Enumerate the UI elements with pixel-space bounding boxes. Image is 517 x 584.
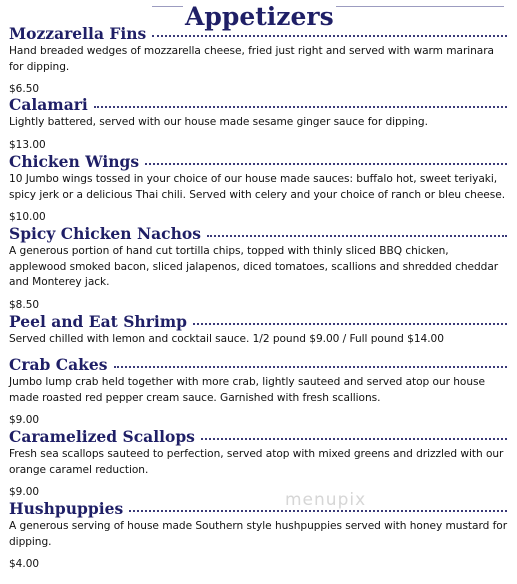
menu-item-description: Fresh sea scallops sauteed to perfection, served atop with mixed greens and drizzled with our orange caramel reduction. [9,448,504,476]
menu-item-price: $9.00 [9,486,40,498]
menu-item-name: Peel and Eat Shrimp [9,312,187,331]
dotted-leader [94,106,507,108]
menu-item-header [9,95,507,115]
menu-item-spicy-chicken-nachos [9,224,507,291]
menu-item-name: Spicy Chicken Nachos [9,224,201,243]
menu-item-name: Calamari [9,95,88,114]
menu-item-name: Crab Cakes [9,355,108,374]
dotted-leader [201,438,507,440]
menu-item-price: $10.00 [9,211,46,223]
menu-item-price: $6.50 [9,83,40,95]
menu-item-peel-and-eat-shrimp [9,312,507,348]
dotted-leader [114,366,508,368]
dotted-leader [152,35,507,37]
menu-item-crab-cakes [9,355,507,406]
menu-item-caramelized-scallops [9,427,507,478]
menu-item-mozzarella-fins [9,24,507,75]
menu-item-description: Lightly battered, served with our house made sesame ginger sauce for dipping. [9,116,428,128]
menu-item-description: Hand breaded wedges of mozzarella cheese, fried just right and served with warm marinara for dipping. [9,45,494,73]
menu-item-price: $4.00 [9,558,40,570]
page-title: Appetizers [185,2,334,31]
menu-item-price: $8.50 [9,299,40,311]
dotted-leader [207,235,507,237]
menu-item-header [9,224,507,244]
watermark: menupix [285,490,367,510]
menu-item-description: A generous serving of house made Southern style hushpuppies served with honey mustard for dipping. [9,520,507,548]
menu-item-description: Served chilled with lemon and cocktail sauce. 1/2 pound $9.00 / Full pound $14.00 [9,333,444,345]
menu-item-hushpuppies [9,499,507,550]
menu-item-name: Chicken Wings [9,152,140,171]
menu-item-description: 10 Jumbo wings tossed in your choice of our house made sauces: buffalo hot, sweet teriyaki, spicy jerk or a delicious Thai chili. Served with celery and your choice of ranch or bleu cheese. [9,173,506,201]
dotted-leader [145,163,507,165]
dotted-leader [129,510,507,512]
menu-item-header [9,152,507,172]
menu-item-name: Caramelized Scallops [9,427,195,446]
menu-item-price: $13.00 [9,139,46,151]
dotted-leader [193,323,507,325]
menu-item-chicken-wings [9,152,507,203]
menu-item-description: A generous portion of hand cut tortilla chips, topped with thinly sliced BBQ chicken, applewood smoked bacon, sliced jalapenos, diced tomatoes, scallions and shredded cheddar and Monterey jack. [9,245,499,288]
menu-item-header [9,312,507,332]
menu-item-price: $9.00 [9,414,40,426]
menu-item-calamari [9,95,507,131]
menu-item-header [9,427,507,447]
menu-item-header [9,355,507,375]
menu-item-header [9,499,507,519]
menu-item-header [9,24,507,44]
menu-item-name: Hushpuppies [9,499,124,518]
menu-item-name: Mozzarella Fins [9,24,147,43]
menu-item-description: Jumbo lump crab held together with more crab, lightly sauteed and served atop our house made roasted red pepper cream sauce. Garnished with fresh scallions. [9,376,485,404]
